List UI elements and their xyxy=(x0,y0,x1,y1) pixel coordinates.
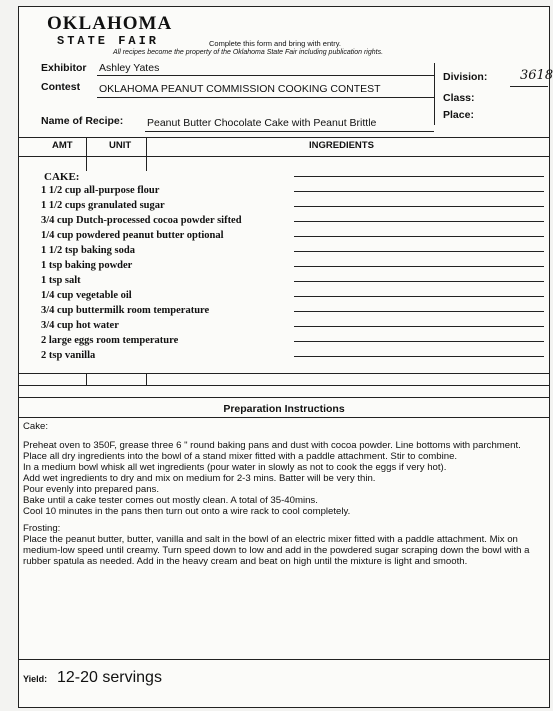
ingredients-table-header xyxy=(19,137,549,157)
division-underline xyxy=(510,86,548,87)
ingredient-item: 2 tsp vanilla xyxy=(41,350,96,361)
ingredient-item: 3/4 cup hot water xyxy=(41,320,119,331)
yield-field[interactable]: 12-20 servings xyxy=(57,669,162,686)
class-label: Class: xyxy=(443,92,475,104)
ingredient-item: 1 tsp salt xyxy=(41,275,81,286)
prep-step: Place all dry ingredients into the bowl of a stand mixer fitted with a paddle attachment. Stir to combine. xyxy=(23,451,458,462)
form-instruction: Complete this form and bring with entry. xyxy=(209,39,342,48)
prep-step: Bake until a cake tester comes out mostly clean. A total of 35-40mins. xyxy=(23,495,318,506)
cake-heading: CAKE: xyxy=(44,171,80,183)
prep-step: Add wet ingredients to dry and mix on medium for 2-3 mins. Batter will be very thin. xyxy=(23,473,376,484)
rights-note: All recipes become the property of the Oklahoma State Fair including publication rights. xyxy=(113,49,384,56)
contest-label: Contest xyxy=(41,81,81,93)
exhibitor-field[interactable]: Ashley Yates xyxy=(99,62,160,74)
amt-column-header: AMT xyxy=(52,140,73,151)
ingredient-grid-line xyxy=(19,373,549,374)
contest-field[interactable]: OKLAHOMA PEANUT COMMISSION COOKING CONTEST xyxy=(99,83,381,95)
prep-divider xyxy=(19,397,549,398)
unit-column-divider xyxy=(146,137,147,171)
ingredient-item: 1/4 cup powdered peanut butter optional xyxy=(41,230,224,241)
ingredient-item: 1 1/2 tsp baking soda xyxy=(41,245,135,256)
prep-step: Cool 10 minutes in the pans then turn out onto a wire rack to cool completely. xyxy=(23,506,351,517)
division-label: Division: xyxy=(443,71,488,83)
entry-form xyxy=(18,6,553,708)
division-box xyxy=(434,63,553,125)
prep-step: In a medium bowl whisk all wet ingredients (pour water in slowly as not to cook the eggs if very hot). xyxy=(23,462,447,473)
amt-column-divider xyxy=(86,137,87,171)
prep-title: Preparation Instructions xyxy=(223,403,345,415)
prep-step: Preheat oven to 350F, grease three 6 " round baking pans and dust with cocoa powder. Line bottoms with parchment. xyxy=(23,440,521,451)
ingredient-item: 3/4 cup buttermilk room temperature xyxy=(41,305,210,316)
fair-logo-title: OKLAHOMA xyxy=(47,13,173,34)
division-field[interactable]: 3618 xyxy=(520,68,553,83)
recipe-name-underline xyxy=(145,131,434,132)
place-label: Place: xyxy=(443,109,474,121)
ingredient-item: 1 1/2 cup all-purpose flour xyxy=(41,185,160,196)
prep-cake-heading: Cake: xyxy=(23,421,49,432)
recipe-name-field[interactable]: Peanut Butter Chocolate Cake with Peanut Brittle xyxy=(147,117,377,129)
ingredient-item: 1 tsp baking powder xyxy=(41,260,133,271)
fair-logo-subtitle: STATE FAIR xyxy=(57,34,160,48)
prep-instructions xyxy=(23,421,541,567)
yield-divider xyxy=(19,659,549,660)
prep-step: Pour evenly into prepared pans. xyxy=(23,484,159,495)
ingredient-item: 2 large eggs room temperature xyxy=(41,335,179,346)
ingredient-grid-bottom xyxy=(19,385,549,386)
ingredients-column-header: INGREDIENTS xyxy=(309,140,374,151)
exhibitor-label: Exhibitor xyxy=(41,62,87,74)
unit-column-header: UNIT xyxy=(109,140,132,151)
yield-label: Yield: xyxy=(23,674,48,684)
ingredient-item: 1/4 cup vegetable oil xyxy=(41,290,132,301)
exhibitor-underline xyxy=(97,75,434,76)
ingredient-item: 3/4 cup Dutch-processed cocoa powder sifted xyxy=(41,215,242,226)
ingredient-item: 1 1/2 cups granulated sugar xyxy=(41,200,165,211)
contest-underline xyxy=(97,97,434,98)
prep-frosting-heading: Frosting: xyxy=(23,523,61,534)
recipe-name-label: Name of Recipe: xyxy=(41,115,124,127)
prep-frosting-text: Place the peanut butter, butter, vanilla and salt in the bowl of an electric mixer fitted with a paddle attachment. Mix on medium-low speed until creamy. Turn speed down to low and add in the powdered sugar scraping down the bowl with a rubber spatula as needed. Add in the heavy cream and beat on high until the mixture is light and smooth. xyxy=(23,534,530,567)
